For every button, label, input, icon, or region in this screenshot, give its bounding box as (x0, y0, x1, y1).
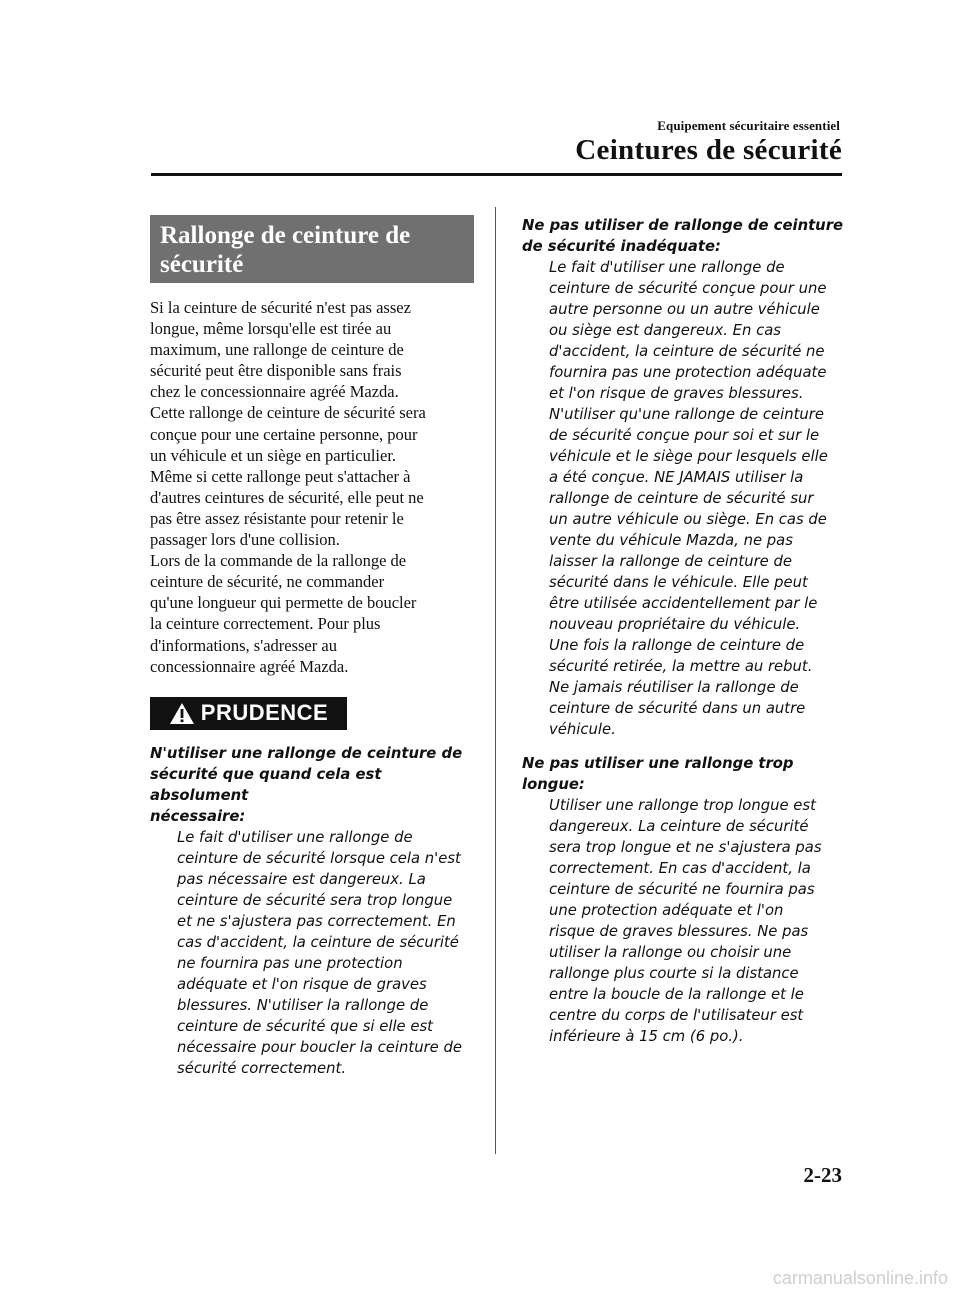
warning-body-line: sécurité correctement. (177, 1059, 347, 1077)
warning-body-line: correctement. En cas d'accident, la (549, 860, 811, 877)
warning-body-line: ou siège est dangereux. En cas (549, 322, 781, 339)
paragraph-line: conçue pour une certaine personne, pour (150, 424, 418, 444)
warning-body-line: fournira pas une protection adéquate (549, 364, 827, 381)
paragraph-line: la ceinture correctement. Pour plus (150, 614, 381, 634)
warning-body-line: Ne jamais réutiliser la rallonge de (549, 679, 799, 696)
warning-body-line: entre la boucle de la rallonge et le (549, 986, 804, 1003)
warning-body-line: nécessaire pour boucler la ceinture de (177, 1038, 462, 1056)
paragraph-line: d'autres ceintures de sécurité, elle peut ne (150, 487, 424, 507)
warning-body-line: ne fournira pas une protection (177, 954, 403, 972)
warning-heading (522, 215, 844, 257)
paragraph-line: Cette rallonge de ceinture de sécurité sera (150, 403, 426, 423)
paragraph-line: maximum, une rallonge de ceinture de (150, 340, 404, 360)
warning-body-line: N'utiliser qu'une rallonge de ceinture (549, 406, 824, 423)
warning-body-line: Le fait d'utiliser une rallonge de (549, 259, 785, 276)
warning-body-line: et l'on risque de graves blessures. (549, 385, 804, 402)
warning-body-line: a été conçue. NE JAMAIS utiliser la (549, 469, 804, 486)
warning-body-line: une protection adéquate et l'on (549, 902, 784, 919)
warning-heading (150, 743, 474, 827)
warning-body (522, 257, 844, 740)
warning-block (522, 215, 844, 740)
warning-body-line: inférieure à 15 cm (6 po.). (549, 1028, 744, 1045)
warning-body-line: ceinture de sécurité lorsque cela n'est (177, 849, 461, 867)
warning-heading-line: Ne pas utiliser une rallonge trop (522, 755, 794, 772)
paragraph-line: passager lors d'une collision. (150, 530, 340, 550)
warning-body-line: un autre véhicule ou siège. En cas de (549, 511, 827, 528)
page-title: Ceintures de sécurité (575, 134, 842, 166)
warning-body-line: véhicule. (549, 721, 616, 738)
paragraph-line: ceinture de sécurité, ne commander (150, 572, 385, 592)
warning-body-line: ceinture de sécurité dans un autre (549, 700, 806, 717)
paragraph-line: longue, même lorsqu'elle est tirée au (150, 319, 392, 339)
warning-triangle-icon (169, 702, 195, 725)
warning-body-line: véhicule et le siège pour lesquels elle (549, 448, 828, 465)
warning-body-line: rallonge plus courte si la distance (549, 965, 799, 982)
warning-heading-line: sécurité que quand cela est absolument (150, 765, 382, 804)
warning-heading-line: de sécurité inadéquate: (522, 238, 721, 255)
warning-heading (522, 753, 844, 795)
warning-body-line: Une fois la rallonge de ceinture de (549, 637, 805, 654)
warning-body-line: sécurité retirée, la mettre au rebut. (549, 658, 813, 675)
warning-body-line: Utiliser une rallonge trop longue est (549, 797, 816, 814)
left-column (150, 215, 474, 1079)
warning-body-line: pas nécessaire est dangereux. La (177, 870, 426, 888)
section-title-line: sécurité (160, 251, 244, 278)
warning-body-line: adéquate et l'on risque de graves (177, 975, 427, 993)
caution-badge (150, 697, 347, 730)
warning-body-line: rallonge de ceinture de sécurité sur (549, 490, 814, 507)
warning-body (150, 827, 474, 1079)
warning-body-line: centre du corps de l'utilisateur est (549, 1007, 804, 1024)
paragraph-line: Même si cette rallonge peut s'attacher à (150, 466, 411, 486)
warning-body-line: utiliser la rallonge ou choisir une (549, 944, 792, 961)
footer-domain-watermark[interactable]: carmanualsonline.info (772, 1268, 948, 1288)
warning-body (522, 795, 844, 1047)
paragraph-line: sécurité peut être disponible sans frais (150, 361, 402, 381)
section-title-line: Rallonge de ceinture de (160, 222, 411, 249)
warning-body-line: ceinture de sécurité sera trop longue (177, 891, 453, 909)
warning-body-line: Le fait d'utiliser une rallonge de (177, 828, 413, 846)
warning-body-line: ceinture de sécurité que si elle est (177, 1017, 433, 1035)
column-divider (495, 207, 496, 1154)
warning-body-line: blessures. N'utiliser la rallonge de (177, 996, 429, 1014)
caution-label: PRUDENCE (200, 700, 329, 726)
warning-body-line: de sécurité conçue pour soi et sur le (549, 427, 820, 444)
paragraph-line: pas être assez résistante pour retenir le (150, 508, 404, 528)
warning-body-line: dangereux. La ceinture de sécurité (549, 818, 809, 835)
section-heading-box (150, 215, 474, 283)
warning-body-line: d'accident, la ceinture de sécurité ne (549, 343, 825, 360)
warning-body-line: vente du véhicule Mazda, ne pas (549, 532, 793, 549)
paragraph-line: d'informations, s'adresser au (150, 635, 337, 655)
warning-heading-line: nécessaire: (150, 807, 246, 825)
section-paragraph (150, 297, 474, 677)
warning-body-line: ceinture de sécurité ne fournira pas (549, 881, 815, 898)
warning-body-line: laisser la rallonge de ceinture de (549, 553, 792, 570)
warning-body-line: et ne s'ajustera pas correctement. En (177, 912, 456, 930)
paragraph-line: concessionnaire agréé Mazda. (150, 656, 349, 676)
paragraph-line: chez le concessionnaire agréé Mazda. (150, 382, 399, 402)
warning-body-line: cas d'accident, la ceinture de sécurité (177, 933, 459, 951)
warning-heading-line: Ne pas utiliser de rallonge de ceinture (522, 217, 844, 234)
warning-body-line: autre personne ou un autre véhicule (549, 301, 820, 318)
paragraph-line: qu'une longueur qui permette de boucler (150, 593, 417, 613)
warning-heading-line: N'utiliser une rallonge de ceinture de (150, 744, 463, 762)
right-column (522, 215, 844, 1047)
paragraph-line: Si la ceinture de sécurité n'est pas assez (150, 298, 411, 317)
warning-block (150, 743, 474, 1079)
header-rule (151, 173, 842, 176)
page-number: 2-23 (803, 1163, 842, 1187)
warning-body-line: sera trop longue et ne s'ajustera pas (549, 839, 822, 856)
warning-body-line: sécurité dans le véhicule. Elle peut (549, 574, 808, 591)
warning-body-line: être utilisée accidentellement par le (549, 595, 818, 612)
paragraph-line: un véhicule et un siège en particulier. (150, 445, 397, 465)
warning-body-line: risque de graves blessures. Ne pas (549, 923, 809, 940)
header-kicker: Equipement sécuritaire essentiel (657, 118, 840, 133)
warning-block (522, 753, 844, 1047)
warning-heading-line: longue: (522, 776, 585, 793)
warning-body-line: nouveau propriétaire du véhicule. (549, 616, 801, 633)
paragraph-line: Lors de la commande de la rallonge de (150, 551, 407, 571)
warning-body-line: ceinture de sécurité conçue pour une (549, 280, 827, 297)
